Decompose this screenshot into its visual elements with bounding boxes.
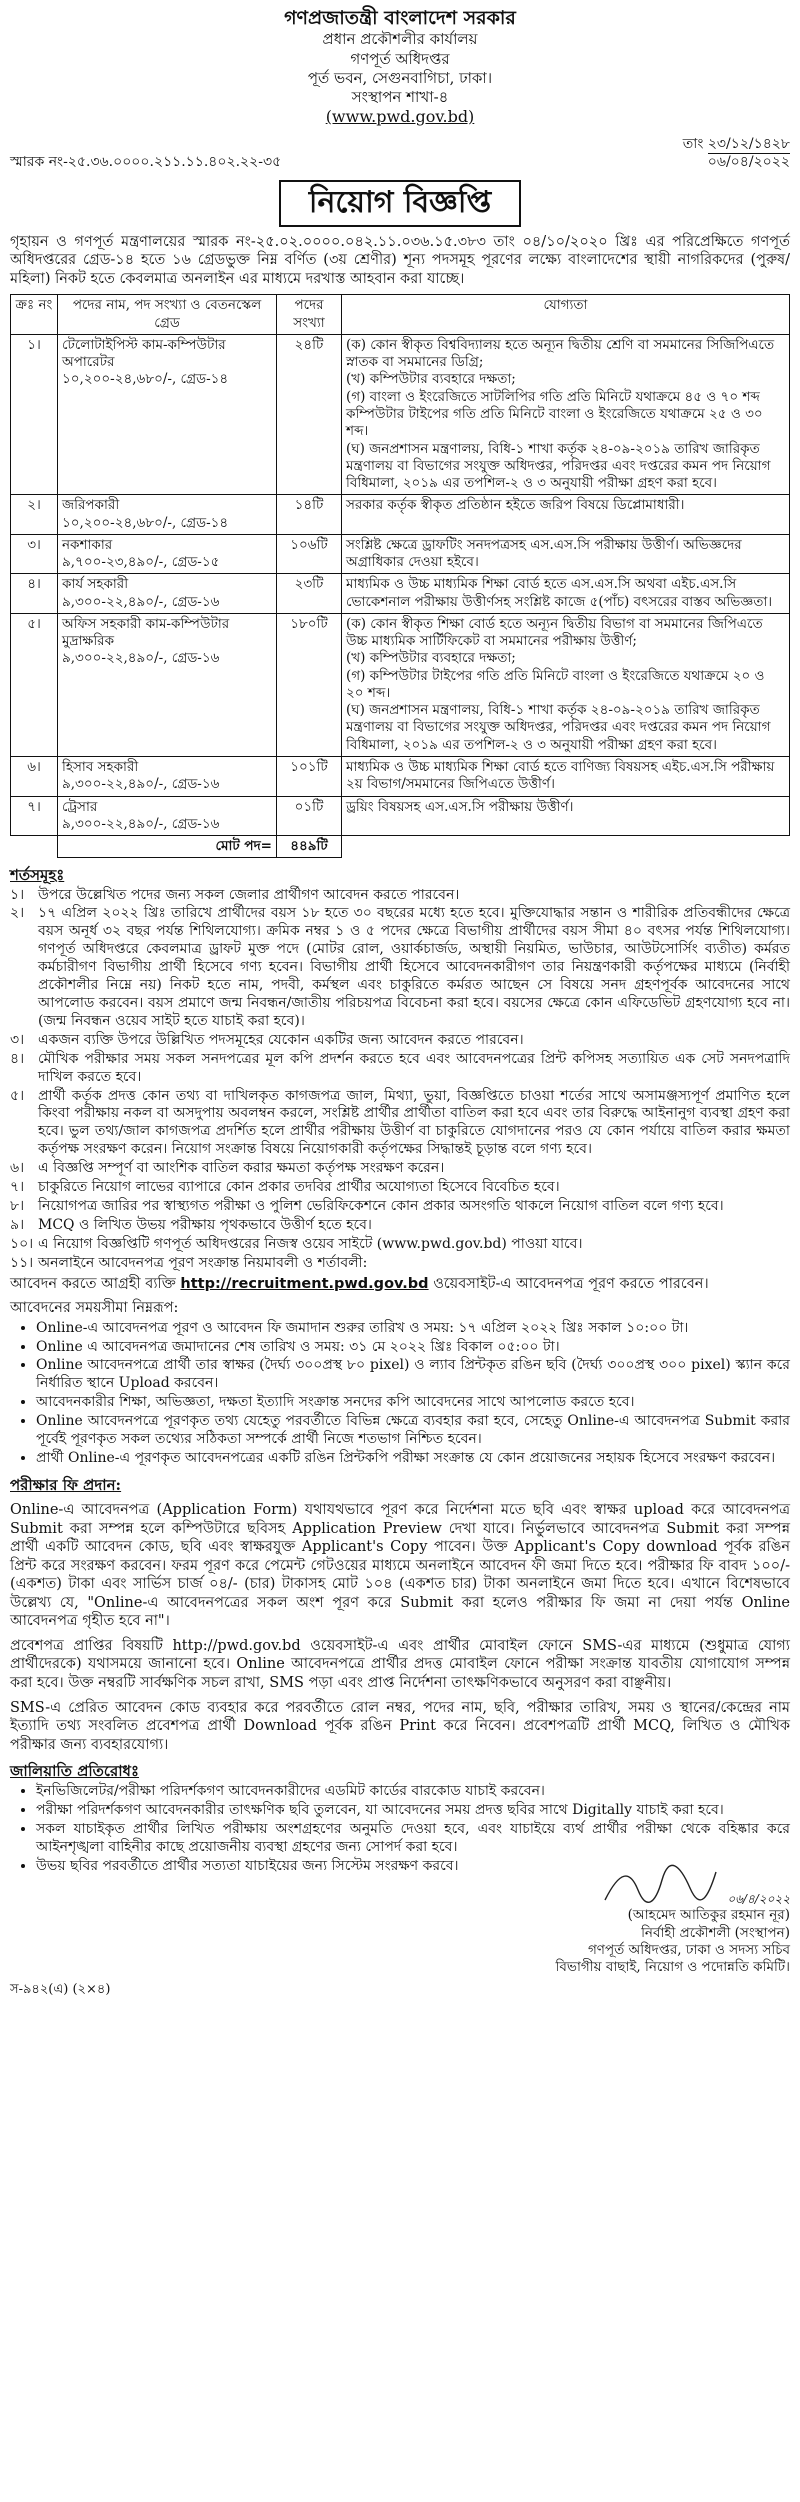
- row-qualification: [342, 613, 790, 756]
- total-label: মোট পদ=: [58, 836, 277, 858]
- fee-title: পরীক্ষার ফি প্রদান:: [10, 1475, 122, 1494]
- condition-item: [10, 1255, 790, 1273]
- recruitment-link[interactable]: http://recruitment.pwd.gov.bd: [180, 1275, 429, 1292]
- post-name: নকশাকার: [62, 536, 113, 553]
- row-serial: ২।: [11, 495, 58, 535]
- condition-number: ৯।: [10, 1216, 25, 1233]
- fee-paragraph-3: SMS-এ প্রেরিত আবেদন কোড ব্যবহার করে পরবর্তীতে রোল নম্বর, পদের নাম, ছবি, পরীক্ষার তারিখ, সময় ও স্থানের/কেন্দ্রের নাম ইত্যাদি তথ্য সংবলিত প্রবেশপত্র প্রার্থী Download পূর্বক রঙিন Print করে নিবেন। প্রবেশপত্রটি প্রার্থী MCQ, লিখিত ও মৌখিক পরীক্ষার জন্য ব্যবহারযোগ্য।: [10, 1699, 790, 1753]
- signatory-name: (আহমেদ আতিকুর রহমান নূর): [627, 1907, 790, 1924]
- col-post: পদের নাম, পদ সংখ্যা ও বেতনস্কেল গ্রেড: [58, 295, 277, 335]
- condition-text: একজন ব্যক্তি উপরে উল্লিখিত পদসমূহের যেকোন একটির জন্য আবেদন করতে পারবেন।: [38, 1031, 524, 1048]
- conditions-title: শর্তসমূহঃ: [10, 866, 65, 885]
- row-post: [58, 613, 277, 756]
- condition-text: এ নিয়োগ বিজ্ঞপ্তিটি গণপূর্ত অধিদপ্তরের নিজস্ব ওয়েব সাইটে (www.pwd.gov.bd) পাওয়া যাবে।: [38, 1235, 583, 1252]
- signatory-office: গণপূর্ত অধিদপ্তর, ঢাকা ও সদস্য সচিব: [587, 1941, 790, 1958]
- vacancy-table: [10, 294, 790, 858]
- pay-scale: ৯,৭০০-২৩,৪৯০/-, গ্রেড-১৫: [62, 554, 220, 571]
- footer-reference: স-৯৪২(এ) (২×৪): [10, 1982, 111, 1998]
- row-serial: ৫।: [11, 613, 58, 756]
- intro-paragraph: গৃহায়ন ও গণপূর্ত মন্ত্রণালয়ের স্মারক নং-২৫.০২.০০০০.০৪২.১১.০৩৬.১৫.৩৮৩ তাং ০৪/১০/২০২০ খ্রিঃ এর পরিপ্রেক্ষিতে গণপূর্ত অধিদপ্তরের গ্রেড-১৪ হতে ১৬ গ্রেডভুক্ত নিম্ন বর্ণিত (৩য় শ্রেণীর) শূন্য পদসমূহ পূরণের লক্ষ্যে বাংলাদেশের স্থায়ী নাগরিকদের (পুরুষ/মহিলা) নিকট হতে কেবলমাত্র অনলাইন এর মাধ্যমে দরখাস্ত আহবান করা যাচ্ছে।: [10, 233, 790, 287]
- row-post: [58, 534, 277, 574]
- condition-number: ৮।: [10, 1197, 25, 1214]
- post-name: জরিপকারী: [62, 497, 120, 514]
- row-count: ১০১টি: [277, 757, 342, 797]
- notice-title: নিয়োগ বিজ্ঞপ্তি: [10, 180, 790, 226]
- qualification-line: সংশ্লিষ্ট ক্ষেত্রে ড্রাফটিং সনদপত্রসহ এস.এস.সি পরীক্ষায় উত্তীর্ণ। অভিজ্ঞদের অগ্রাধিকার দেওয়া হইবে।: [346, 536, 742, 571]
- pay-scale: ৯,৩০০-২২,৪৯০/-, গ্রেড-১৬: [62, 776, 220, 793]
- condition-text: প্রার্থী কর্তৃক প্রদত্ত কোন তথ্য বা দাখিলকৃত কাগজপত্র জাল, মিথ্যা, ভুয়া, বিজ্ঞপ্তিতে চাওয়া শর্তের সাথে অসামঞ্জস্যপূর্ণ প্রমাণিত হলে কিংবা পরীক্ষায় নকল বা অসদুপায় অবলম্বন করলে, সংশ্লিষ্ট প্রার্থীর প্রার্থীতা বাতিল করা হবে এবং তার বিরুদ্ধে আইনানুগ ব্যবস্থা গ্রহণ করা হবে। ভুল তথ্য/জাল কাগজপত্র প্রদর্শিত হলে প্রার্থীর পরীক্ষায় উত্তীর্ণ বা চাকুরিতে যোগদানের পরও যে কোন পর্যায়ে বাতিল করার ক্ষমতা কর্তৃপক্ষ সংরক্ষণ করেন। নিয়োগ সংক্রান্ত বিষয়ে নিয়োগকারী কর্তৃপক্ষের সিদ্ধান্তই চূড়ান্ত বলে গণ্য হবে।: [38, 1087, 790, 1158]
- row-count: ১৮০টি: [277, 613, 342, 756]
- table-row: [11, 334, 790, 494]
- signatory-committee: বিভাগীয় বাছাই, নিয়োগ ও পদোন্নতি কমিটি।: [555, 1959, 790, 1976]
- qualification-line: (ক) কোন স্বীকৃত শিক্ষা বোর্ড হতে অন্যূন দ্বিতীয় বিভাগ বা সমমানের জিপিএতে উচ্চ মাধ্যমিক সার্টিফিকেট বা সমমানের পরীক্ষায় উত্তীর্ণ;: [346, 615, 763, 650]
- handwritten-signature: [600, 1860, 720, 1910]
- row-count: ১৪টি: [277, 495, 342, 535]
- condition-item: [10, 1236, 790, 1254]
- fee-paragraph-1: Online-এ আবেদনপত্র (Application Form) যথাযথভাবে পূরণ করে নির্দেশনা মতে ছবি এবং স্বাক্ষর upload করে আবেদনপত্র Submit করা সম্পন্ন হলে কম্পিউটারে ছবিসহ Application Preview দেখা যাবে। নির্ভুলভাবে আবেদনপত্র Submit করা সম্পন্ন প্রার্থী একটি আবেদন কোড, ছবি এবং স্বাক্ষরযুক্ত Applicant's Copy পাবেন। উক্ত Applicant's Copy download পূর্বক রঙিন প্রিন্ট করে সংরক্ষণ করবেন। ফরম পূরণ করে পেমেন্ট গেটওয়ের মাধ্যমে অনলাইনে আবেদন ফী জমা দিতে হবে। পরীক্ষার ফি বাবদ ১০০/- (একশত) টাকা এবং সার্ভিস চার্জ ০৪/- (চার) টাকাসহ মোট ১০৪ (একশত চার) টাকা অনলাইনে জমা দিতে হবে। এখানে বিশেষভাবে উল্লেখ্য যে, "Online-এ আবেদনপত্রের সকল অংশ পূরণ করে Submit করা হলেও পরীক্ষার ফি জমা না দেয়া পর্যন্ত Online আবেদনপত্র গৃহীত হবে না"।: [10, 1502, 790, 1630]
- vacancy-table-body: [11, 334, 790, 835]
- condition-text: MCQ ও লিখিত উভয় পরীক্ষায় পৃথকভাবে উত্তীর্ণ হতে হবে।: [38, 1216, 372, 1233]
- condition-number: ১০।: [10, 1235, 34, 1252]
- signature-block: [10, 1892, 790, 1976]
- condition-text: উপরে উল্লেখিত পদের জন্য সকল জেলার প্রার্থীগণ আবেদন করতে পারবেন।: [38, 886, 460, 903]
- row-serial: ৪।: [11, 574, 58, 614]
- qualification-line: (গ) বাংলা ও ইংরেজিতে সাটলিপির গতি প্রতি মিনিটে যথাক্রমে ৪৫ ও ৭০ শব্দ কম্পিউটার টাইপের গতি প্রতি মিনিটে বাংলা ও ইংরেজিতে যথাক্রমে ২৫ ও ৩০ শব্দ।: [346, 388, 763, 440]
- condition-item: [10, 1032, 790, 1050]
- list-item: • সকল যাচাইকৃত প্রার্থীর লিখিত পরীক্ষায় অংশগ্রহণের অনুমতি দেওয়া হবে, এবং যাচাইয়ে ব্যর্থ প্রার্থীর পরীক্ষা থেকে বহিষ্কার করে আইনশৃঙ্খলা বাহিনীর কাছে প্রয়োজনীয় ব্যবস্থা গ্রহণের জন্য সোপর্দ করা হবে।: [36, 1821, 790, 1857]
- post-name: ট্রেসার: [62, 798, 98, 815]
- condition-number: ৬।: [10, 1160, 25, 1177]
- condition-text: অনলাইনে আবেদনপত্র পূরণ সংক্রান্ত নিয়মাবলী ও শর্তাবলী:: [38, 1254, 368, 1271]
- row-post: [58, 334, 277, 494]
- office-header: [10, 6, 790, 128]
- date-bengali: ২৩/১২/১৪২৮: [708, 136, 790, 155]
- row-qualification: [342, 495, 790, 535]
- condition-number: ৪।: [10, 1050, 25, 1067]
- table-row: [11, 574, 790, 614]
- qualification-line: (ঘ) জনপ্রশাসন মন্ত্রণালয়, বিধি-১ শাখা কর্তৃক ২৪-০৯-২০১৯ তারিখ জারিকৃত মন্ত্রণালয় বা বিভাগের সংযুক্ত অধিদপ্তর, পরিদপ্তর এবং দপ্তরের কমন পদ নিয়োগ বিধিমালা, ২০১৯ এর তপশিল-২ ও ৩ অনুযায়ী পরীক্ষা গ্রহণ করা হবে।: [346, 440, 771, 492]
- row-serial: ৬।: [11, 757, 58, 797]
- row-post: [58, 495, 277, 535]
- row-post: [58, 757, 277, 797]
- qualification-line: ড্রয়িং বিষয়সহ এস.এস.সি পরীক্ষায় উত্তীর্ণ।: [346, 798, 574, 815]
- condition-text: নিয়োগপত্র জারির পর স্বাস্থ্যগত পরীক্ষা ও পুলিশ ভেরিফিকেশনে কোন প্রকার অসংগতি থাকলে নিয়োগ বাতিল বলে গণ্য হবে।: [38, 1197, 724, 1214]
- date-label: তাং: [682, 135, 704, 152]
- qualification-line: সরকার কর্তৃক স্বীকৃত প্রতিষ্ঠান হইতে জরিপ বিষয়ে ডিপ্লোমাধারী।: [346, 497, 685, 514]
- list-item: • আবেদনকারীর শিক্ষা, অভিজ্ঞতা, দক্ষতা ইত্যাদি সংক্রান্ত সনদের কপি আবেদনের সাথে আপলোড করতে হবে।: [36, 1394, 790, 1412]
- govt-name: গণপ্রজাতন্ত্রী বাংলাদেশ সরকার: [284, 7, 516, 29]
- list-item: • Online আবেদনপত্রে প্রার্থী তার স্বাক্ষর (দৈর্ঘ্য ৩০০প্রস্থ ৮০ pixel) ও ল্যাব প্রিন্টকৃত রঙিন ছবি (দৈর্ঘ্য ৩০০প্রস্থ ৩০০ pixel) স্ক্যান করে নির্ধারিত স্থানে Upload করবেন।: [36, 1357, 790, 1393]
- qualification-line: (ক) কোন স্বীকৃত বিশ্ববিদ্যালয় হতে অন্যূন দ্বিতীয় শ্রেণি বা সমমানের সিজিপিএতে স্নাতক বা সমমানের ডিগ্রি;: [346, 336, 775, 371]
- table-header-row: [11, 295, 790, 335]
- table-row: [11, 534, 790, 574]
- list-item: • উভয় ছবির পরবর্তীতে প্রার্থীর সত্যতা যাচাইয়ের জন্য সিস্টেম সংরক্ষণ করবে।: [36, 1858, 790, 1876]
- pay-scale: ৯,৩০০-২২,৪৯০/-, গ্রেড-১৬: [62, 815, 220, 832]
- condition-number: ২।: [10, 905, 25, 922]
- qualification-line: (খ) কম্পিউটার ব্যবহারে দক্ষতা;: [346, 650, 516, 667]
- row-qualification: [342, 757, 790, 797]
- condition-text: ১৭ এপ্রিল ২০২২ খ্রিঃ তারিখে প্রার্থীদের বয়স ১৮ হতে ৩০ বছরের মধ্যে হতে হবে। মুক্তিযোদ্ধার সন্তান ও শারীরিক প্রতিবন্ধীদের ক্ষেত্রে বয়স অনূর্ধ ৩২ বছর পর্যন্ত শিথিলযোগ্য। ক্রমিক নম্বর ১ ও ৫ পদের ক্ষেত্রে বিভাগীয় প্রার্থীদের বয়স সীমা ৪০ বৎসর পর্যন্ত শিথিলযোগ্য। গণপূর্ত অধিদপ্তরে কেবলমাত্র ড্রাফট মুক্ত পদে (মোটর রোল, ওয়ার্কচার্জড, অস্থায়ী নিয়মিত, ভাউচার, আউটসোর্সিং ব্যতীত) কর্মরত কর্মচারীগণ বিভাগীয় প্রার্থী হিসেবে গণ্য হবেন। বিভাগীয় প্রার্থী হিসেবে আবেদনকারীগণ তার নিয়ন্ত্রণকারী কর্তৃপক্ষের মাধ্যমে (নির্বাহী প্রকৌশলীর নিম্নে নয়) নিকট হতে নাম, পদবী, কর্মস্থল এবং চাকুরিতে কর্মরত আছেন সে বিষয়ে সনদ গ্রহণপূর্বক আবেদনের সাথে আপলোড করবেন। বয়স প্রমাণে জন্ম নিবন্ধন/জাতীয় পরিচয়পত্র বিবেচনা করা হবে। বয়সের ক্ষেত্রে কোন এফিডেভিট গ্রহণযোগ্য হবে না। (জন্ম নিবন্ধন ওয়েব সাইট হতে যাচাই করা হবে)।: [38, 905, 790, 1029]
- col-count: পদের সংখ্যা: [277, 295, 342, 335]
- department-name: গণপূর্ত অধিদপ্তর: [350, 49, 450, 68]
- table-row: [11, 796, 790, 836]
- qualification-line: মাধ্যমিক ও উচ্চ মাধ্যমিক শিক্ষা বোর্ড হতে বাণিজ্য বিষয়সহ এইচ.এস.সি পরীক্ষায় ২য় বিভাগ/সমমানের জিপিএতে উত্তীর্ণ।: [346, 759, 775, 793]
- post-name: টেলোটাইপিস্ট কাম-কম্পিউটার অপারেটর: [62, 336, 226, 371]
- qualification-line: মাধ্যমিক ও উচ্চ মাধ্যমিক শিক্ষা বোর্ড হতে এস.এস.সি অথবা এইচ.এস.সি ভোকেশনাল পরীক্ষায় উত্তীর্ণসহ সংশ্লিষ্ট কাজে ৫(পাঁচ) বৎসরের বাস্তব অভিজ্ঞতা।: [346, 576, 773, 610]
- total-value: ৪৪৯টি: [277, 836, 342, 858]
- condition-item: [10, 1217, 790, 1235]
- condition-item: [10, 1051, 790, 1087]
- row-serial: ৭।: [11, 796, 58, 836]
- branch-name: সংস্থাপন শাখা-৪: [351, 87, 449, 106]
- post-name: হিসাব সহকারী: [62, 759, 139, 776]
- row-count: ১০৬টি: [277, 534, 342, 574]
- qualification-line: (খ) কম্পিউটার ব্যবহারে দক্ষতা;: [346, 371, 516, 388]
- table-row: [11, 757, 790, 797]
- row-qualification: [342, 534, 790, 574]
- condition-number: ৭।: [10, 1179, 25, 1196]
- office-name: প্রধান প্রকৌশলীর কার্যালয়: [322, 30, 478, 49]
- signatory-designation: নির্বাহী প্রকৌশলী (সংস্থাপন): [641, 1924, 790, 1941]
- pay-scale: ১০,২০০-২৪,৬৮০/-, গ্রেড-১৪: [62, 514, 229, 531]
- pay-scale: ১০,২০০-২৪,৬৮০/-, গ্রেড-১৪: [62, 371, 229, 388]
- list-item: • প্রার্থী Online-এ পূরণকৃত আবেদনপত্রের একটি রঙিন প্রিন্টকপি পরীক্ষা সংক্রান্ত যে কোন প্রয়োজনের সহায়ক হিসেবে সংরক্ষণ করবেন।: [36, 1450, 790, 1468]
- table-row: [11, 495, 790, 535]
- row-count: ০১টি: [277, 796, 342, 836]
- signature-date: ০৬/৪/২০২২: [727, 1891, 790, 1906]
- pay-scale: ৯,৩০০-২২,৪৯০/-, গ্রেড-১৬: [62, 593, 220, 610]
- row-post: [58, 796, 277, 836]
- table-row: [11, 613, 790, 756]
- list-item: • ইনভিজিলেটর/পরীক্ষা পরিদর্শকগণ আবেদনকারীদের এডমিট কার্ডের বারকোড যাচাই করবেন।: [36, 1783, 790, 1801]
- condition-number: ৩।: [10, 1031, 25, 1048]
- memo-dates: [683, 136, 790, 173]
- row-count: ২৩টি: [277, 574, 342, 614]
- list-item: • Online-এ আবেদনপত্র পূরণ ও আবেদন ফি জমাদান শুরুর তারিখ ও সময়: ১৭ এপ্রিল ২০২২ খ্রিঃ সকাল ১০:০০ টা।: [36, 1320, 790, 1338]
- condition-item: [10, 905, 790, 1030]
- condition-item: [10, 1198, 790, 1216]
- apply-instruction: আবেদন করতে আগ্রহী ব্যক্তি http://recruitment.pwd.gov.bd ওয়েবসাইট-এ আবেদনপত্র পূরণ করতে পারবেন।: [10, 1275, 709, 1292]
- row-post: [58, 574, 277, 614]
- total-row: [11, 836, 790, 858]
- website-link[interactable]: (www.pwd.gov.bd): [325, 107, 475, 127]
- row-qualification: [342, 574, 790, 614]
- memo-number: স্মারক নং-২৫.৩৬.০০০০.২১১.১১.৪০২.২২-৩৫: [10, 154, 282, 171]
- condition-text: মৌখিক পরীক্ষার সময় সকল সনদপত্রের মূল কপি প্রদর্শন করতে হবে এবং আবেদনপত্রের প্রিন্ট কপিসহ সত্যায়িত এক সেট সনদপত্রাদি দাখিল করতে হবে।: [38, 1050, 790, 1085]
- condition-number: ১।: [10, 886, 25, 903]
- list-item: • পরীক্ষা পরিদর্শকগণ আবেদনকারীর তাৎক্ষণিক ছবি তুলবেন, যা আবেদনের সময় প্রদত্ত ছবির সাথে Digitally যাচাই করা হবে।: [36, 1802, 790, 1820]
- condition-item: [10, 887, 790, 905]
- date-english: ০৬/০৪/২০২২: [707, 154, 790, 171]
- condition-number: ৫।: [10, 1087, 25, 1104]
- condition-text: চাকুরিতে নিয়োগ লাভের ব্যাপারে কোন প্রকার তদবির প্রার্থীর অযোগ্যতা হিসেবে বিবেচিত হবে।: [38, 1179, 560, 1196]
- condition-text: এ বিজ্ঞপ্তি সম্পূর্ণ বা আংশিক বাতিল করার ক্ষমতা কর্তৃপক্ষ সংরক্ষণ করেন।: [38, 1160, 445, 1177]
- list-item: • Online আবেদনপত্রে পূরণকৃত তথ্য যেহেতু পরবর্তীতে বিভিন্ন ক্ষেত্রে ব্যবহার করা হবে, সেহেতু Online-এ আবেদনপত্র Submit করার পূর্বেই পূরণকৃত সকল তথ্যের সঠিকতা সম্পর্কে প্রার্থী নিজে শতভাগ নিশ্চিত হবেন।: [36, 1413, 790, 1449]
- condition-number: ১১।: [10, 1254, 34, 1271]
- col-qualification: যোগ্যতা: [342, 295, 790, 335]
- reference-line: [10, 136, 790, 173]
- condition-item: [10, 1088, 790, 1160]
- list-item: • Online এ আবেদনপত্র জমাদানের শেষ তারিখ ও সময়: ৩১ মে ২০২২ খ্রিঃ বিকাল ০৫:০০ টা।: [36, 1339, 790, 1357]
- row-serial: ৩।: [11, 534, 58, 574]
- row-qualification: [342, 334, 790, 494]
- office-address: পূর্ত ভবন, সেগুনবাগিচা, ঢাকা।: [307, 68, 493, 87]
- apply-bullet-list: [36, 1320, 790, 1468]
- post-name: অফিস সহকারী কাম-কম্পিউটার মুদ্রাক্ষরিক: [62, 615, 230, 650]
- post-name: কার্য সহকারী: [62, 576, 129, 593]
- conditions-list: [10, 887, 790, 1273]
- row-count: ২৪টি: [277, 334, 342, 494]
- row-serial: ১।: [11, 334, 58, 494]
- pay-scale: ৯,৩০০-২২,৪৯০/-, গ্রেড-১৬: [62, 650, 220, 667]
- qualification-line: (ঘ) জনপ্রশাসন মন্ত্রণালয়, বিধি-১ শাখা কর্তৃক ২৪-০৯-২০১৯ তারিখ জারিকৃত মন্ত্রণালয় বা বিভাগের সংযুক্ত অধিদপ্তর, পরিদপ্তর এবং দপ্তরের কমন পদ নিয়োগ বিধিমালা, ২০১৯ এর তপশিল-২ ও ৩ অনুযায়ী পরীক্ষা গ্রহণ করা হবে।: [346, 702, 771, 753]
- condition-item: [10, 1179, 790, 1197]
- deadline-intro: আবেদনের সময়সীমা নিম্নরূপ:: [10, 1300, 179, 1317]
- condition-item: [10, 1160, 790, 1178]
- notice-page: [10, 0, 790, 1999]
- fee-paragraph-2: প্রবেশপত্র প্রাপ্তির বিষয়টি http://pwd.gov.bd ওয়েবসাইট-এ এবং প্রার্থীর মোবাইল ফোনে SMS-এর মাধ্যমে (শুধুমাত্র যোগ্য প্রার্থীদেরকে) যথাসময়ে জানানো হবে। Online আবেদনপত্রে প্রার্থীর প্রদত্ত মোবাইল ফোনে পরীক্ষা সংক্রান্ত যাবতীয় যোগাযোগ সম্পন্ন করা হবে। উক্ত নম্বরটি সার্বক্ষণিক সচল রাখা, SMS পড়া এবং প্রাপ্ত নির্দেশনা তাৎক্ষণিকভাবে অনুসরণ করা বাঞ্ছনীয়।: [10, 1637, 790, 1692]
- qualification-line: (গ) কম্পিউটার টাইপের গতি প্রতি মিনিটে বাংলা ও ইংরেজিতে যথাক্রমে ২০ ও ২০ শব্দ।: [346, 667, 765, 701]
- fraud-title: জালিয়াতি প্রতিরোধঃ: [10, 1762, 139, 1781]
- col-serial: ক্রঃ নং: [11, 295, 58, 335]
- row-qualification: [342, 796, 790, 836]
